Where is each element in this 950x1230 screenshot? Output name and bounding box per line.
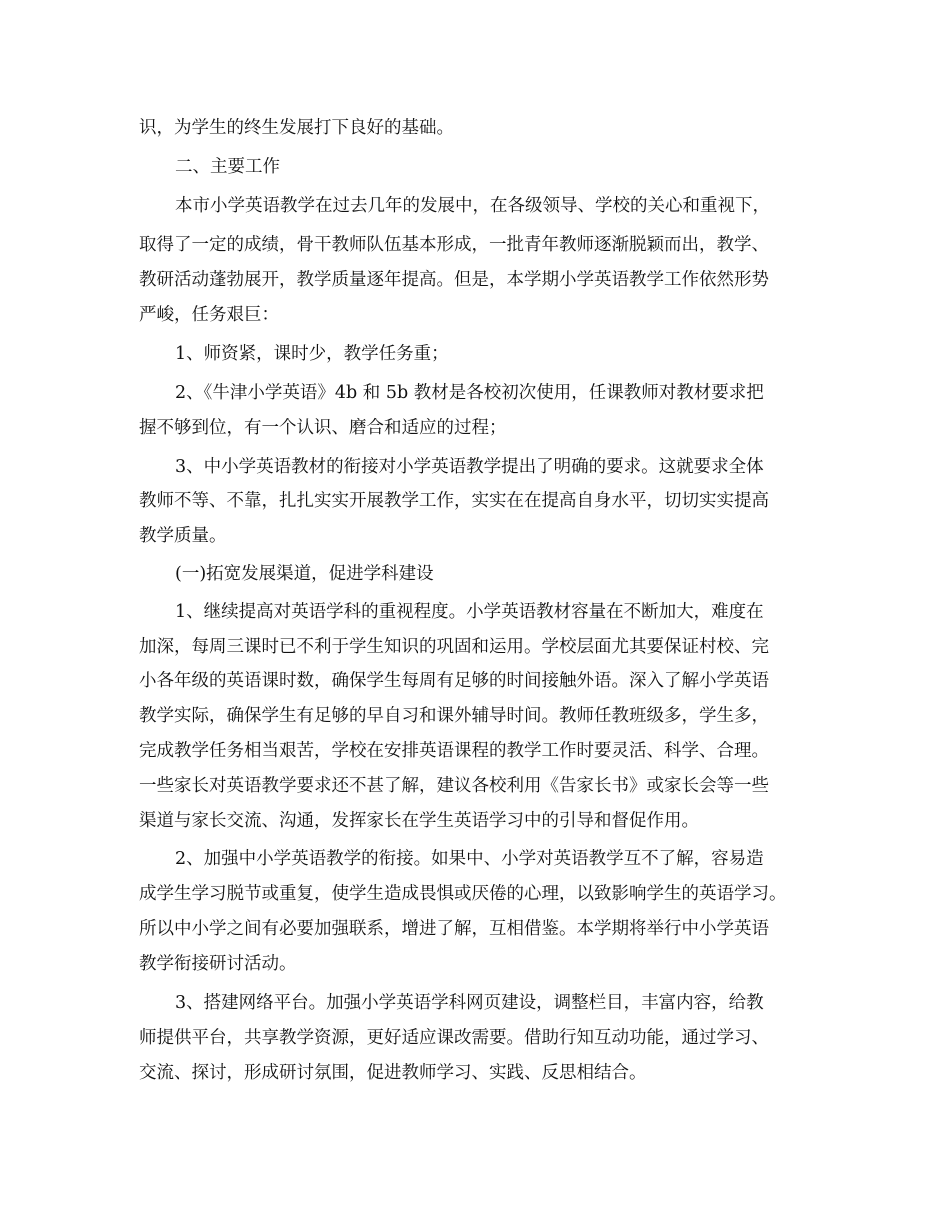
text-line: 识，为学生的终生发展打下良好的基础。 (139, 118, 454, 138)
text-line: 小各年级的英语课时数，确保学生每周有足够的时间接触外语。深入了解小学英语 (139, 671, 769, 691)
list-item: 1、师资紧，课时少，教学任务重； (175, 344, 449, 364)
text-line: 完成教学任务相当艰苦，学校在安排英语课程的教学工作时要灵活、科学、合理。 (139, 741, 769, 761)
list-item: 1、继续提高对英语学科的重视程度。小学英语教材容量在不断加大，难度在 (175, 602, 764, 622)
text-line: 教研活动蓬勃展开，教学质量逐年提高。但是，本学期小学英语教学工作依然形势 (139, 270, 769, 290)
text-line: 师提供平台，共享教学资源，更好适应课改需要。借助行知互动功能，通过学习、 (139, 1028, 769, 1048)
text-line: 交流、探讨，形成研讨氛围，促进教师学习、实践、反思相结合。 (139, 1063, 647, 1083)
text-line: 取得了一定的成绩，骨干教师队伍基本形成，一批青年教师逐渐脱颖而出，教学、 (139, 235, 769, 255)
list-item: 2、《牛津小学英语》4b 和 5b 教材是各校初次使用，任课教师对教材要求把 (175, 383, 764, 403)
section-heading: 二、主要工作 (175, 157, 280, 177)
list-item: 2、加强中小学英语教学的衔接。如果中、小学对英语教学互不了解，容易造 (175, 849, 764, 869)
text-line: 加深，每周三课时已不利于学生知识的巩固和运用。学校层面尤其要保证村校、完 (139, 637, 769, 657)
text-line: 一些家长对英语教学要求还不甚了解，建议各校利用《告家长书》或家长会等一些 (139, 776, 769, 796)
text-line: 教师不等、不靠，扎扎实实开展教学工作，实实在在提高自身水平，切切实实提高 (139, 491, 769, 511)
text-line: 教学实际，确保学生有足够的早自习和课外辅导时间。教师任教班级多，学生多， (139, 706, 769, 726)
text-line: 教学质量。 (139, 526, 227, 546)
list-item: 3、搭建网络平台。加强小学英语学科网页建设，调整栏目，丰富内容，给教 (175, 993, 764, 1013)
text-line: 本市小学英语教学在过去几年的发展中，在各级领导、学校的关心和重视下， (175, 196, 770, 216)
text-line: 所以中小学之间有必要加强联系，增进了解，互相借鉴。本学期将举行中小学英语 (139, 919, 769, 939)
text-line: 严峻，任务艰巨： (139, 305, 279, 325)
text-line: 成学生学习脱节或重复，使学生造成畏惧或厌倦的心理，以致影响学生的英语学习。 (139, 884, 787, 904)
text-line: 教学衔接研讨活动。 (139, 954, 297, 974)
text-line: 握不够到位，有一个认识、磨合和适应的过程； (139, 418, 507, 438)
list-item: 3、中小学英语教材的衔接对小学英语教学提出了明确的要求。这就要求全体 (175, 457, 764, 477)
text-line: 渠道与家长交流、沟通，发挥家长在学生英语学习中的引导和督促作用。 (139, 811, 699, 831)
subsection-heading: (一)拓宽发展渠道，促进学科建设 (175, 564, 434, 584)
